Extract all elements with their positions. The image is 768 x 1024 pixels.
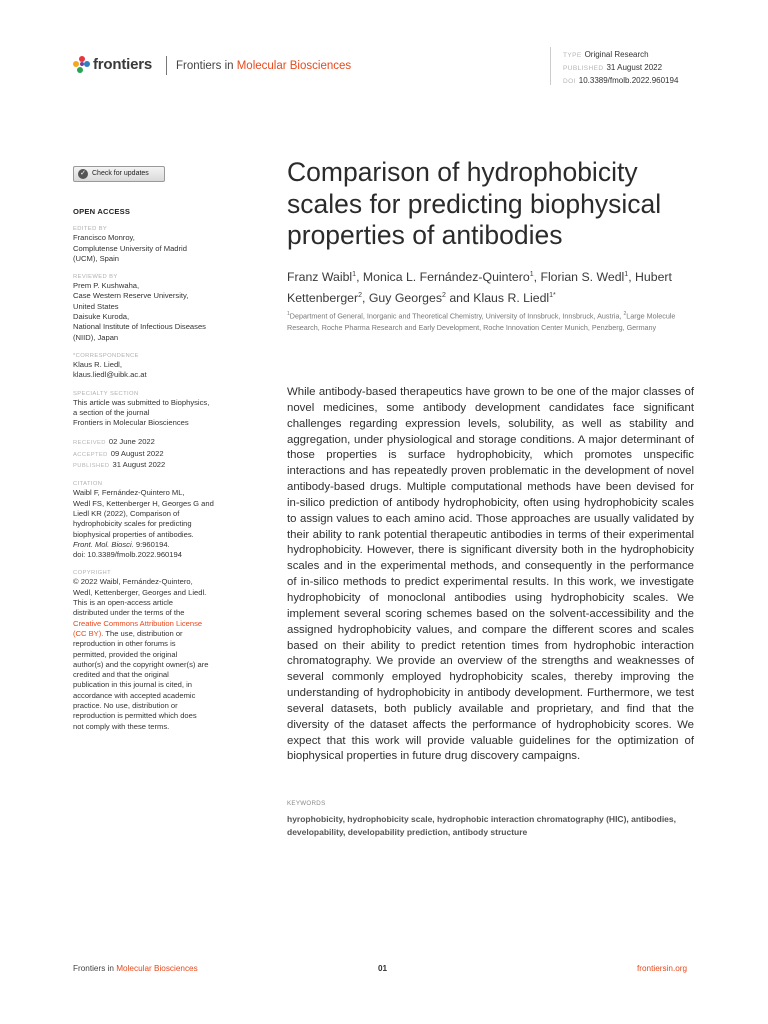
- affiliation-text: Department of General, Inorganic and Theoretical Chemistry, University of Innsbruck, Innsbruck, Austria,: [289, 311, 624, 321]
- open-access-label: OPEN ACCESS: [73, 207, 131, 216]
- accepted-label: ACCEPTED: [73, 451, 108, 458]
- received-label: RECEIVED: [73, 440, 106, 447]
- specialty-section: This article was submitted to Biophysics, a section of the journal Frontiers in Molecular Biosciences: [73, 397, 210, 428]
- meta-divider: [550, 47, 551, 85]
- author-affiliation-marker: 1: [529, 271, 534, 278]
- dates: [73, 437, 243, 471]
- journal-prefix: Frontiers in: [176, 60, 237, 72]
- reviewed-by-label: REVIEWED BY: [73, 274, 118, 281]
- correspondence-label: *CORRESPONDENCE: [73, 352, 139, 359]
- correspondence[interactable]: Klaus R. Liedl, klaus.liedl@uibk.ac.at: [73, 359, 147, 380]
- affiliation-marker: 1: [287, 311, 290, 317]
- check-updates-button[interactable]: [73, 166, 165, 182]
- abstract: While antibody-based therapeutics have grown to be one of the major classes of novel medicines, some antibody development candidates face significant challenges regarding expression levels, solubility, as well as stability and aggregation, under physiological and storage conditions. A major determinant of those properties is surface hydrophobicity, which promotes unspecific interactions and has repeatedly proven problematic in the development of novel antibody-based drugs. Multiple computational methods have been devised for in-silico prediction of antibody hydrophobicity, often using hydrophobicity scales to assign values to each amino acid. Those approaches are usually validated by their ability to rank potential therapeutic antibodies in terms of their experimental hydrophobicity. However, there is significant diversity both in the hydrophobicity scales and in the experimental methods, and consequently in the performance of in-silico methods to predict experimental results. In this work, we investigate hydrophobicity of monoclonal antibodies using hydrophobicity scales. We implement several scoring schemes based on the solvent-accessibility and the assigned hydrophobicity values, and compare the different scores and scales based on their ability to predict retention times from hydrophobic interaction chromatography. We provide an overview of the strengths and weaknesses of several commonly employed hydrophobicity scales, thereby improving the understanding of hydrophobicity in antibody development. Furthermore, we test several datasets, both publicly available and proprietary, and find that the diversity of the dataset affects the performance of hydrophobicity scores. We expect that this work will provide valuable guidelines for the optimization of biophysical properties in future drug discovery campaigns.: [287, 386, 694, 763]
- copyright: [73, 577, 243, 731]
- footer-journal[interactable]: [73, 964, 198, 973]
- copyright-text: © 2022 Waibl, Fernández-Quintero, Wedl, Kettenberger, Georges and Liedl. This is an open-access article distributed under the terms of the: [73, 577, 207, 618]
- reviewed-by: Prem P. Kushwaha, Case Western Reserve University, United States Daisuke Kuroda, National Institute of Infectious Diseases (NIID), Japan: [73, 281, 206, 342]
- edited-by-label: EDITED BY: [73, 226, 108, 233]
- license-link[interactable]: Creative Commons Attribution License (CC BY).: [73, 618, 203, 638]
- page-number: 01: [378, 964, 388, 973]
- affiliation-text: Large Molecule Research, Roche Pharma Research and Early Development, Roche Innovation Center Munich, Penzberg, Germany: [287, 311, 676, 332]
- citation-label: CITATION: [73, 481, 103, 488]
- received-date: 02 June 2022: [108, 437, 155, 447]
- author-affiliation-marker: 2: [442, 291, 446, 299]
- doi-value[interactable]: 10.3389/fmolb.2022.960194: [578, 76, 679, 85]
- citation-text: Waibl F, Fernández-Quintero ML, Wedl FS, Kettenberger H, Georges G and Liedl KR (2022), Comparison of hydrophobicity scales for predicting biophysical properties of antibodies.: [73, 488, 214, 539]
- type-value: Original Research: [584, 50, 649, 59]
- keywords-label: KEYWORDS: [287, 800, 326, 807]
- edited-by: Francisco Monroy, Complutense University of Madrid (UCM), Spain: [73, 233, 187, 263]
- header-divider: [166, 56, 167, 75]
- published-value: 31 August 2022: [606, 63, 663, 72]
- footer-site-link[interactable]: frontiersin.org: [637, 964, 688, 973]
- copyright-terms: The use, distribution or reproduction in other forums is permitted, provided the original author(s) and the copyright owner(s) are credited and that the original publication in this journal is cited, in accordance with accepted academic practice. No use, distribution or reproduction is permitted which does not comply with these terms.: [73, 628, 209, 731]
- check-updates-label: Check for updates: [92, 169, 149, 177]
- affiliation-marker: 2: [623, 311, 627, 317]
- author-name[interactable]: Monica L. Fernández-Quintero: [362, 270, 530, 285]
- check-updates-icon: ✓: [78, 169, 88, 179]
- author-name[interactable]: Guy Georges: [368, 290, 442, 305]
- type-label: TYPE: [563, 52, 582, 59]
- published-label: PUBLISHED: [73, 463, 110, 470]
- author-affiliation-marker: 1: [352, 271, 357, 278]
- logo-text: frontiers: [93, 56, 153, 73]
- author-name[interactable]: Hubert Kettenberger: [287, 270, 672, 305]
- frontiers-logo[interactable]: [73, 56, 152, 73]
- published-label: PUBLISHED: [563, 65, 604, 72]
- accepted-date: 09 August 2022: [110, 448, 164, 458]
- doi-label: DOI: [563, 78, 576, 85]
- frontiers-logo-icon: [73, 56, 90, 73]
- footer-journal-name: Molecular Biosciences: [116, 964, 198, 973]
- author-affiliation-marker: 1: [624, 271, 629, 278]
- sidebar: [73, 166, 243, 732]
- article-meta: [563, 49, 678, 88]
- copyright-label: COPYRIGHT: [73, 570, 112, 577]
- journal-title: Molecular Biosciences: [236, 60, 352, 72]
- citation-tail: 9:960194. doi: 10.3389/fmolb.2022.960194: [73, 539, 182, 560]
- affiliations: [287, 309, 697, 333]
- author-name[interactable]: Florian S. Wedl: [540, 270, 625, 285]
- published-date: 31 August 2022: [112, 460, 166, 470]
- journal-name[interactable]: [176, 60, 351, 72]
- keywords: hyrophobicity, hydrophobicity scale, hydrophobic interaction chromatography (HIC), antibodies, developability, developability prediction, antibody structure: [287, 814, 676, 838]
- citation-journal: Front. Mol. Biosci.: [73, 539, 134, 549]
- author-name[interactable]: Klaus R. Liedl: [473, 290, 550, 305]
- specialty-label: SPECIALTY SECTION: [73, 390, 139, 397]
- author-list: Franz Waibl$^1$, Monica L. Fernández-Quintero$^1$, Florian S. Wedl$^1$, Hubert Kettenberger$^2$, Guy Georges$^2$ and Klaus R. Liedl$^{1*}$: [287, 270, 672, 305]
- article-title: Comparison of hydrophobicity scales for predicting biophysical properties of antibodies: [287, 157, 662, 250]
- footer-journal-prefix: Frontiers in: [73, 964, 117, 973]
- author-affiliation-marker: 1*: [549, 291, 556, 299]
- citation: [73, 488, 243, 560]
- author-name[interactable]: Franz Waibl: [287, 270, 353, 285]
- author-affiliation-marker: 2: [358, 291, 363, 299]
